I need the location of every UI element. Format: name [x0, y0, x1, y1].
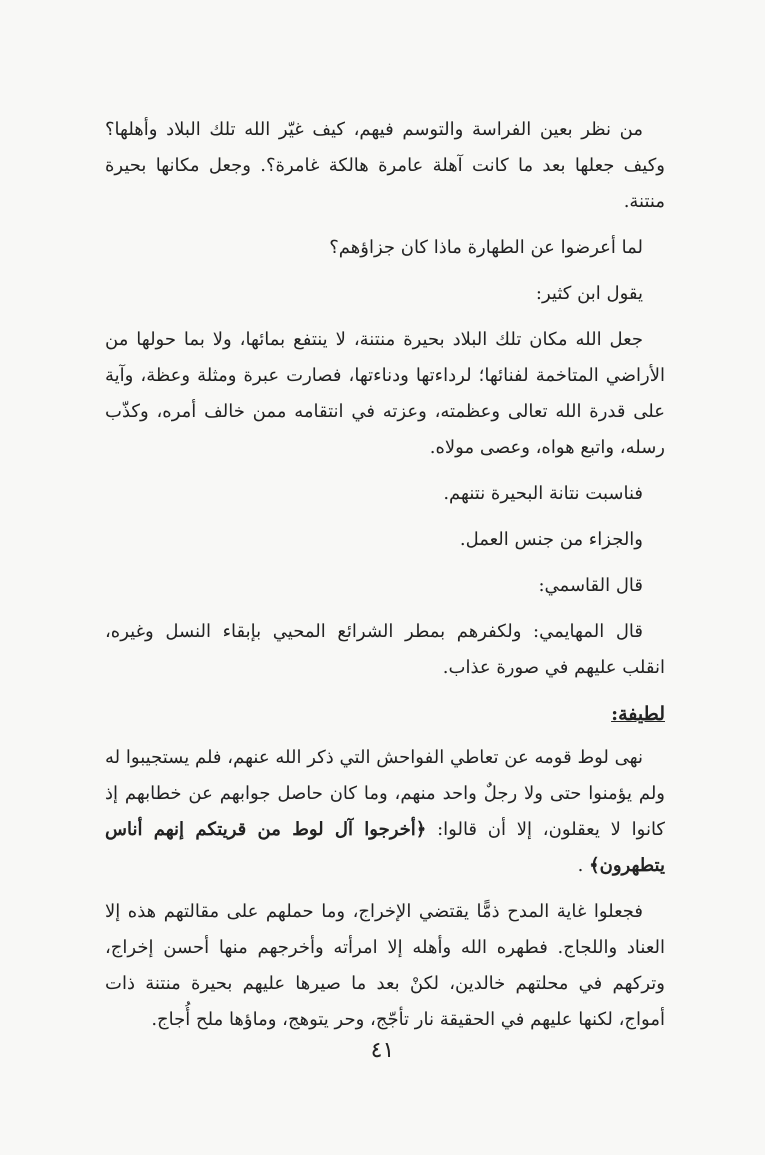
paragraph-7: قال القاسمي:: [538, 575, 643, 596]
paragraph-8: قال المهايمي: ولكفرهم بمطر الشرائع المحيي بإبقاء النسل وغيره، انقلب عليهم في صورة عذاب.: [105, 621, 665, 678]
paragraph-2: لما أعرضوا عن الطهارة ماذا كان جزاؤهم؟: [329, 237, 643, 258]
page-number: ٤١: [370, 1038, 395, 1063]
paragraph-6: والجزاء من جنس العمل.: [459, 529, 643, 550]
paragraph-4: جعل الله مكان تلك البلاد بحيرة منتنة، لا ينتفع بمائها، ولا بما حولها من الأراضي المتاخمة لفنائها؛ لرداءتها ودناءتها، فصارت عبرة ومثلة وعظة، وآية على قدرة الله تعالى وعظمته، وعزته في انتقامه ممن خالف أمره، وكذّب رسله، واتبع هواه، وعصى مولاه.: [105, 329, 665, 458]
paragraph-9-start: نهى لوط قومه عن تعاطي الفواحش التي ذكر الله عنهم، فلم يستجيبوا له ولم يؤمنوا حتى ولا رجلٌ واحد منهم، وما كان حاصل جوابهم عن خطابهم إذ كانوا لا يعقلون، إلا أن قالوا:: [105, 747, 666, 840]
paragraph-9-end: .: [577, 855, 590, 876]
paragraph-10: فجعلوا غاية المدح ذمًّا يقتضي الإخراج، وما حملهم على مقالتهم هذه إلا العناد واللجاج. فطهره الله وأهله إلا امرأته وأخرجهم منها أحسن إخراج، وتركهم في محلتهم خالدين، لكنْ بعد ما صيرها عليهم بحيرة منتنة ذات أمواج، لكنها عليهم في الحقيقة نار تأجّج، وحر يتوهج، وماؤها ملح أُجاج.: [105, 901, 665, 1030]
section-heading: لطيفة:: [611, 703, 665, 725]
paragraph-1: من نظر بعين الفراسة والتوسم فيهم، كيف غيّر الله تلك البلاد وأهلها؟ وكيف جعلها بعد ما كانت آهلة عامرة هالكة غامرة؟. وجعل مكانها بحيرة منتنة.: [105, 119, 665, 212]
body-text: [105, 112, 665, 1048]
paragraph-5: فناسبت نتانة البحيرة نتنهم.: [443, 483, 643, 504]
paragraph-9: [105, 740, 665, 884]
quran-quote: ﴿أخرجوا آل لوط من قريتكم إنهم أناس يتطهرون﴾: [105, 819, 665, 876]
paragraph-3: يقول ابن كثير:: [535, 283, 643, 304]
